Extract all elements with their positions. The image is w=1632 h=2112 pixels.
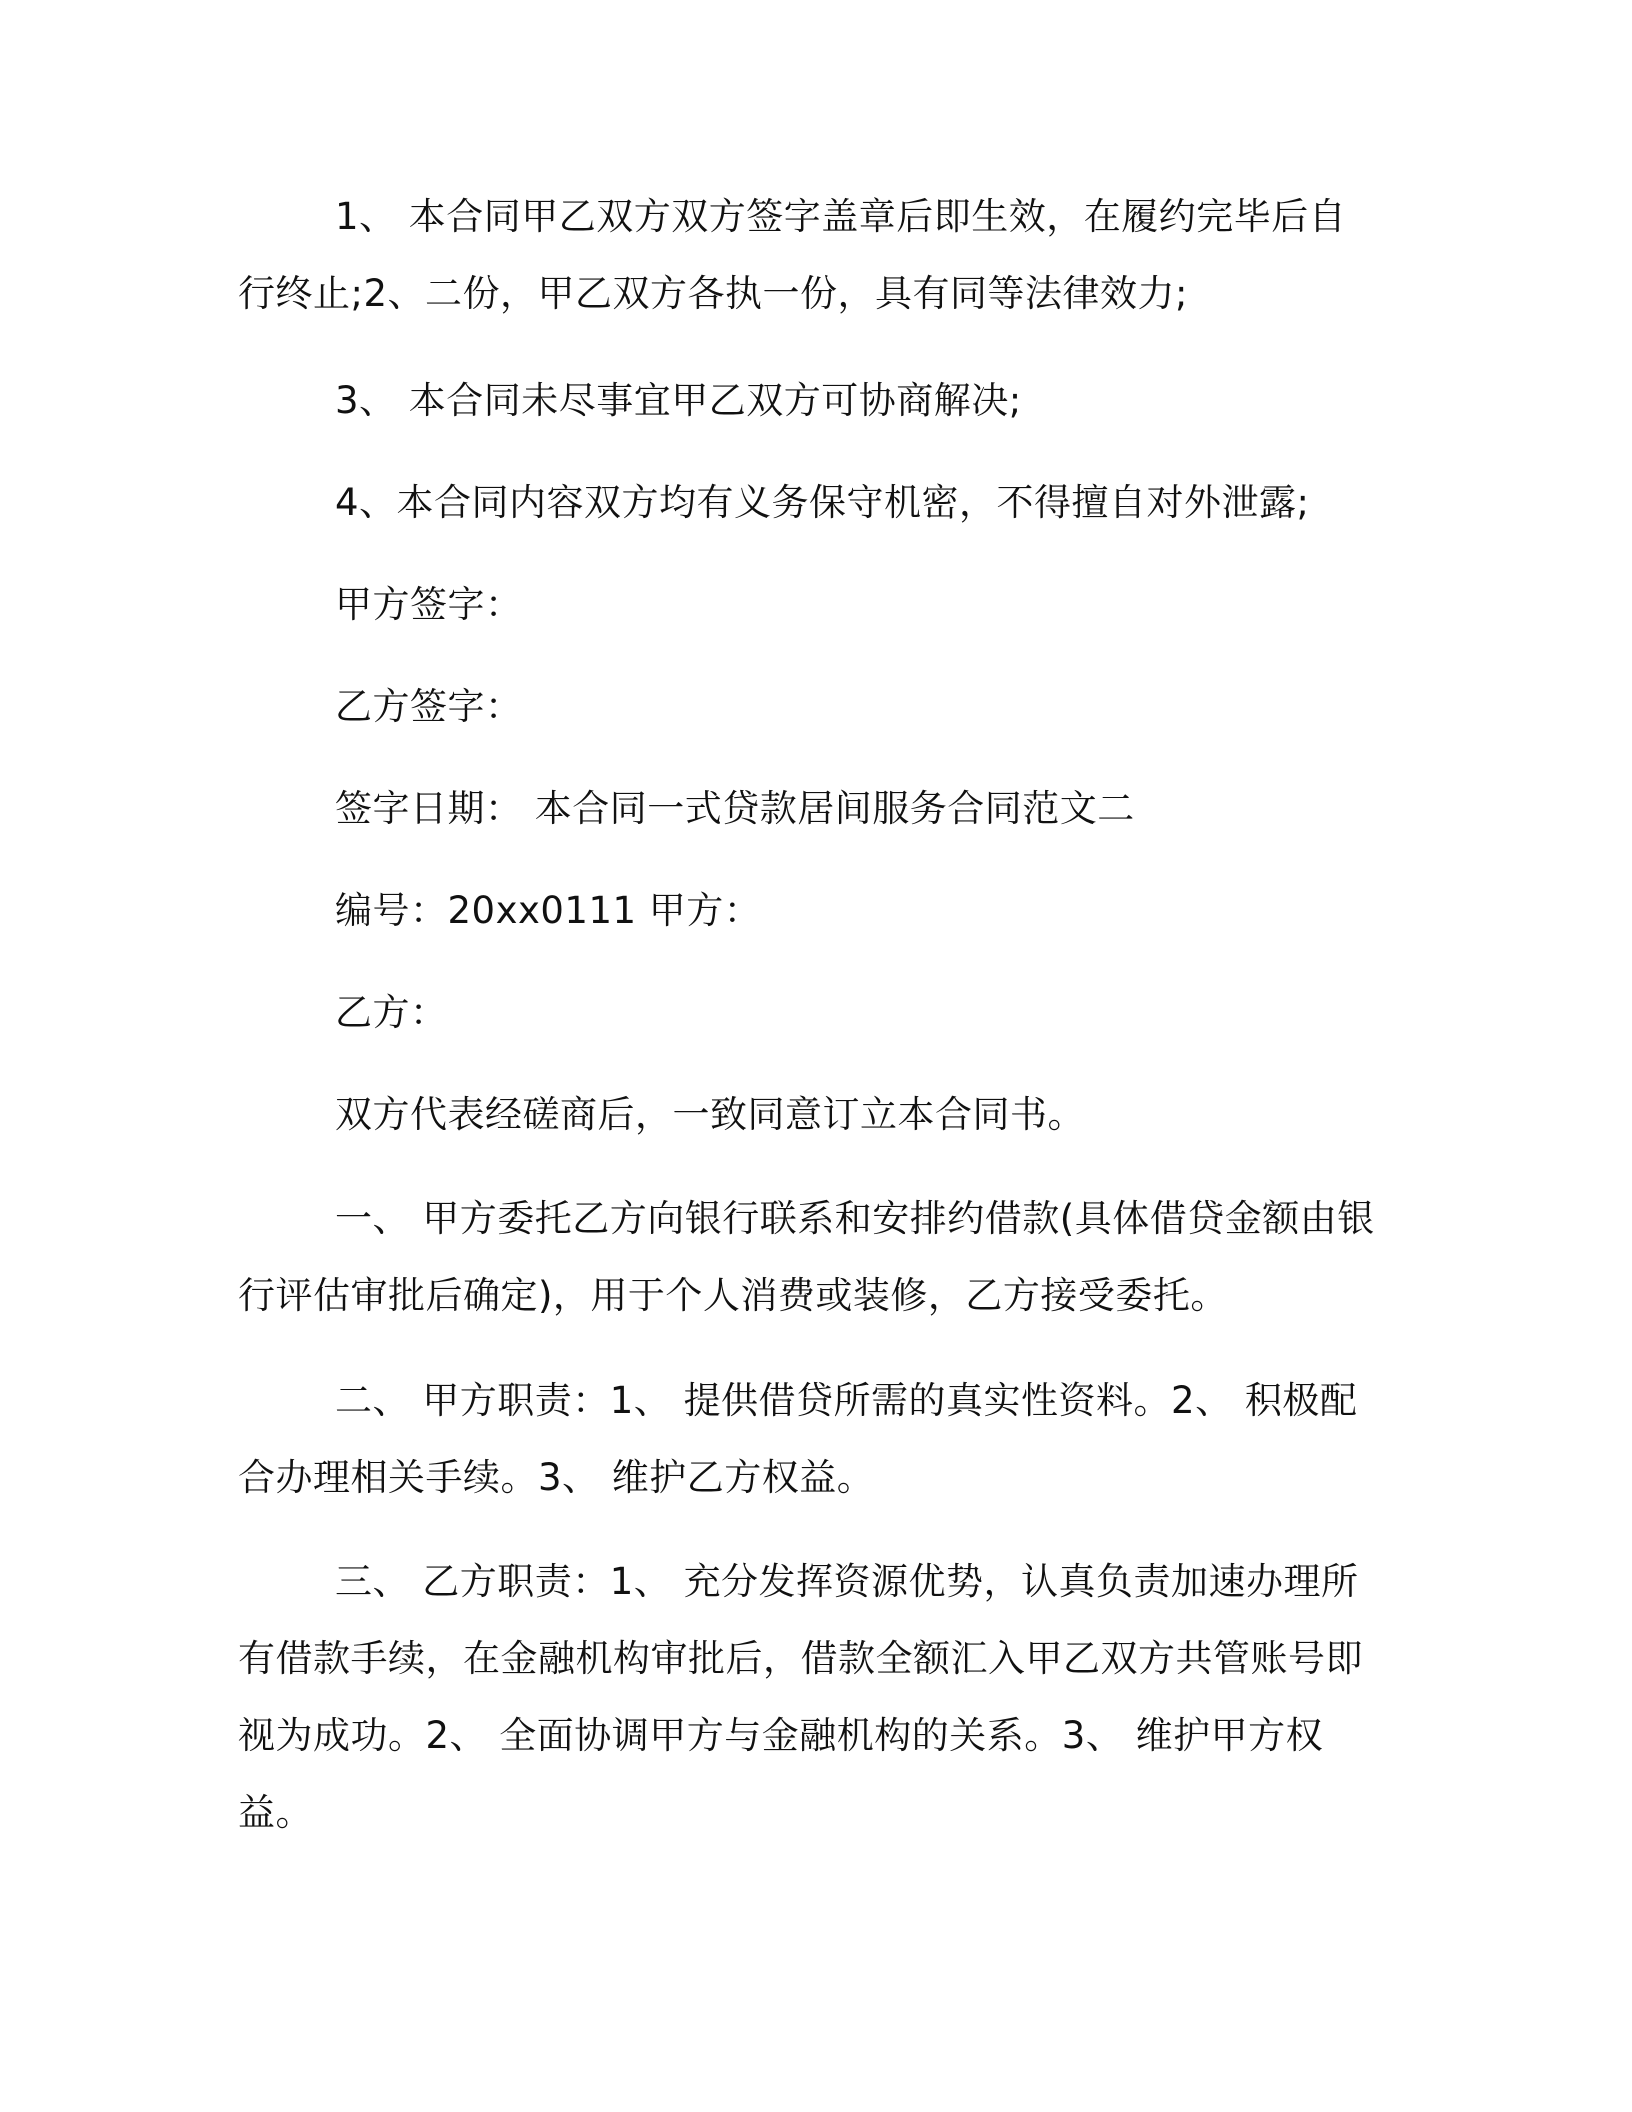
clause-3: 3、 本合同未尽事宜甲乙双方可协商解决;: [335, 379, 1022, 422]
agreement-statement: 双方代表经磋商后，一致同意订立本合同书。: [335, 1093, 1085, 1136]
section-three: 三、 乙方职责：1、 充分发挥资源优势，认真负责加速办理所有借款手续，在金融机构审批后，借款全额汇入甲乙双方共管账号即视为成功。2、 全面协调甲方与金融机构的关系。3、 维护甲方权益。: [238, 1560, 1363, 1834]
clause-4: 4、本合同内容双方均有义务保守机密，不得擅自对外泄露;: [335, 481, 1310, 524]
contract-number: 编号：20xx0111 甲方：: [335, 889, 762, 932]
signature-date: 签字日期： 本合同一式贷款居间服务合同范文二: [335, 787, 1135, 830]
party-a-signature: 甲方签字：: [335, 583, 523, 626]
party-b-signature: 乙方签字：: [335, 685, 523, 728]
section-two: 二、 甲方职责：1、 提供借贷所需的真实性资料。2、 积极配合办理相关手续。3、 维护乙方权益。: [238, 1379, 1358, 1499]
party-b-line: 乙方：: [335, 991, 448, 1034]
section-one: 一、 甲方委托乙方向银行联系和安排约借款(具体借贷金额由银行评估审批后确定)，用于个人消费或装修，乙方接受委托。: [238, 1197, 1375, 1317]
clause-1-2: 1、 本合同甲乙双方双方签字盖章后即生效，在履约完毕后自行终止;2、二份，甲乙双方各执一份，具有同等法律效力;: [238, 195, 1347, 315]
